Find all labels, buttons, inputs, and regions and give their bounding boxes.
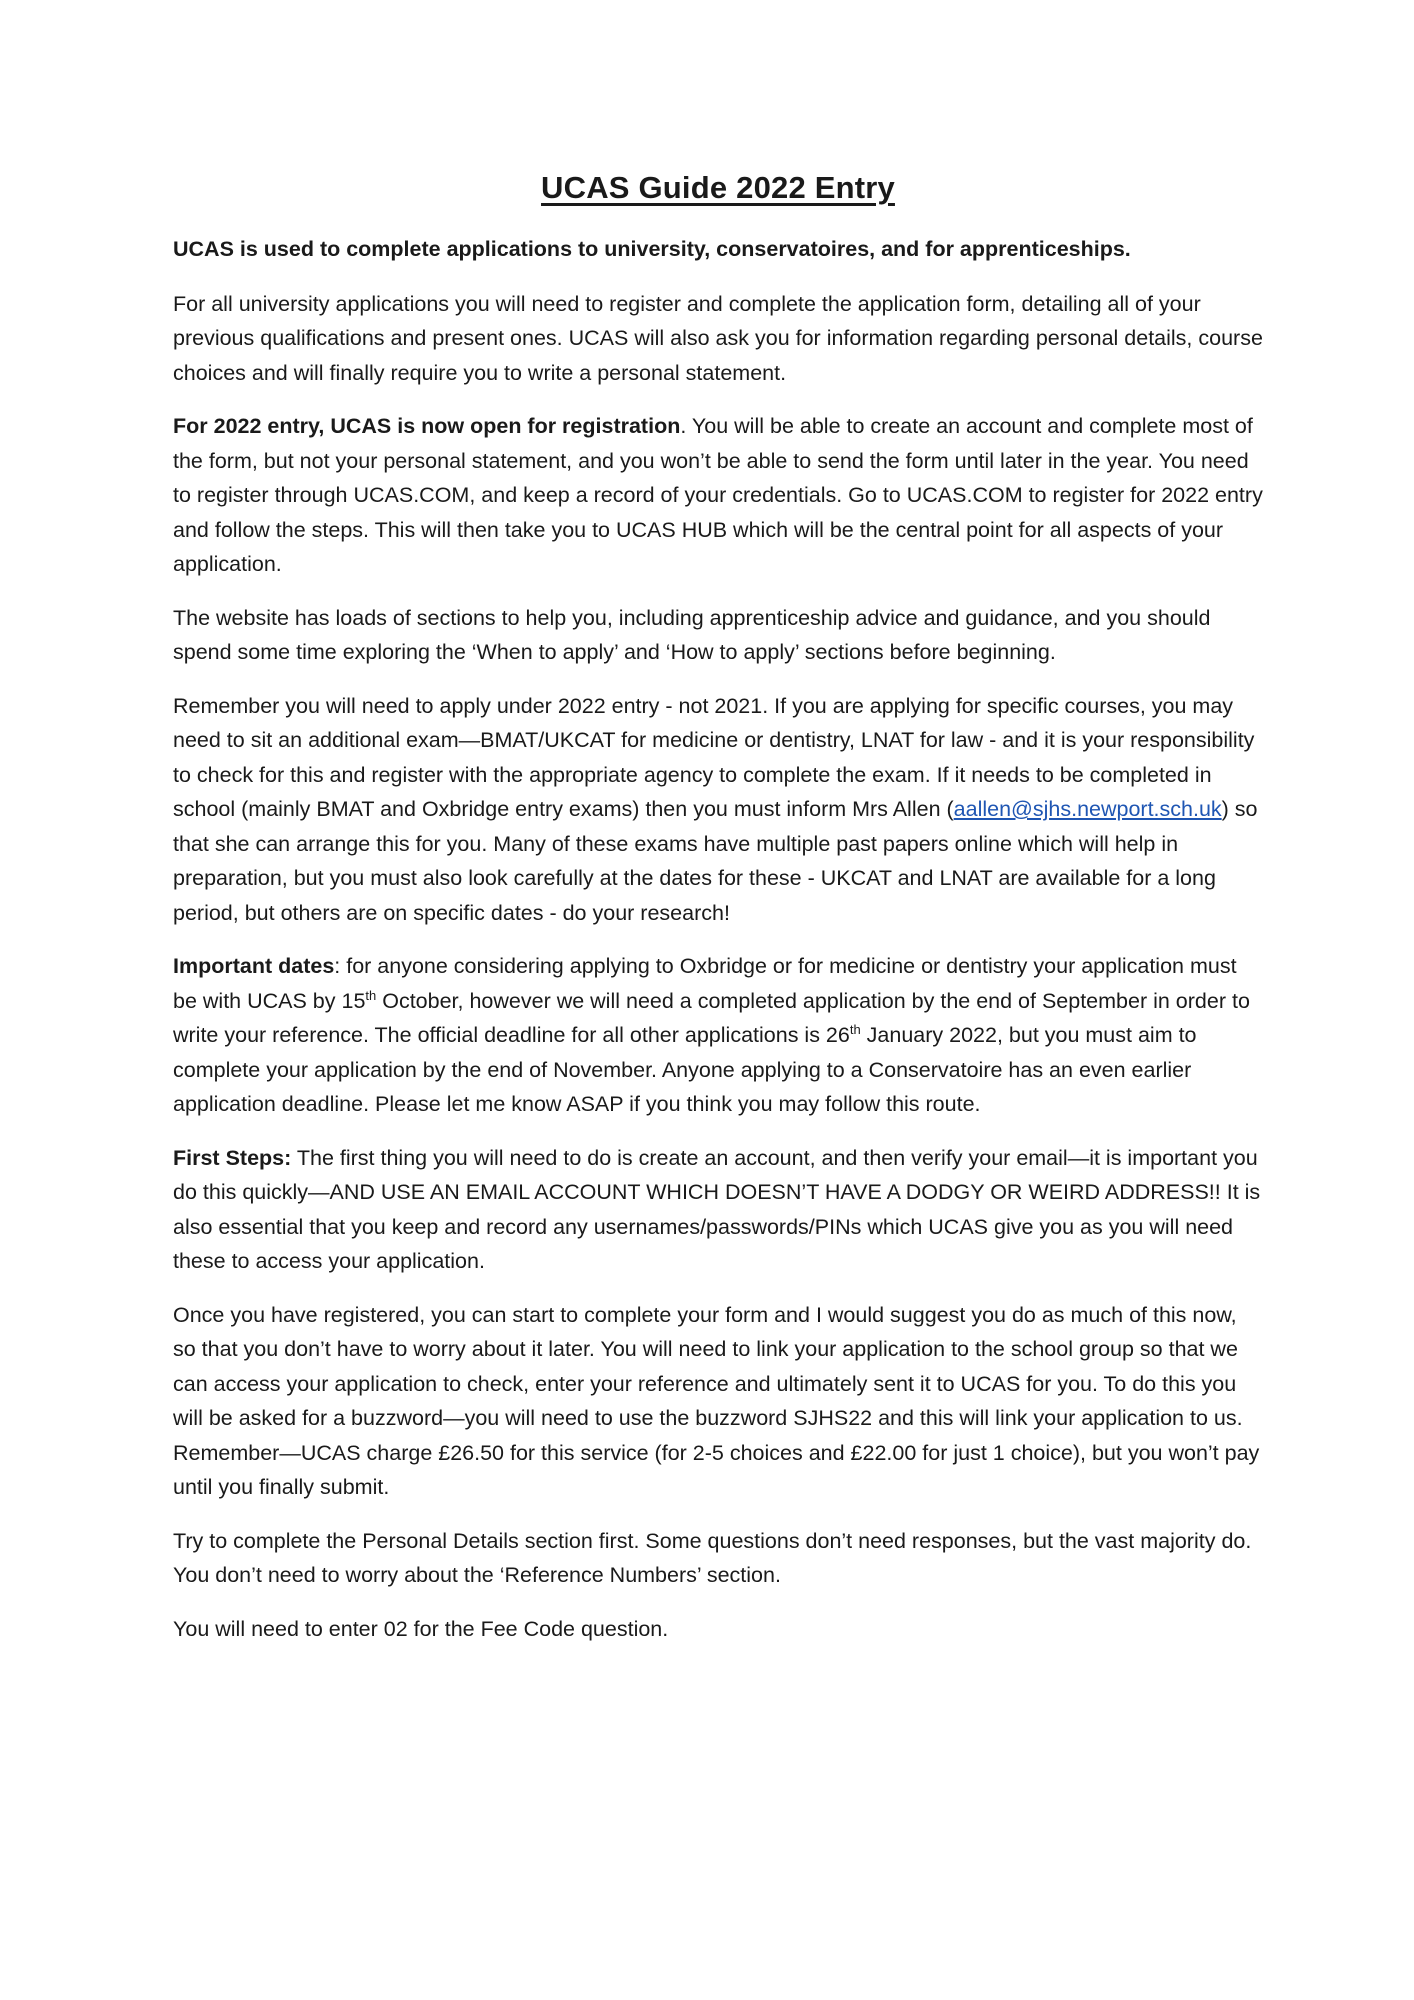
intro-paragraph: UCAS is used to complete applications to university, conservatoires, and for apprenticeships.	[173, 237, 1131, 261]
paragraph-2022-entry	[173, 409, 1263, 582]
paragraph-after-registration: Once you have registered, you can start to complete your form and I would suggest you do as much of this now, so that you don’t have to worry about it later. You will need to link your application to the school group so that we can access your application to check, enter your reference and ultimately sent it to UCAS for you. To do this you will be asked for a buzzword—you will need to use the buzzword SJHS22 and this will link your application to us. Remember—UCAS charge £26.50 for this service (for 2-5 choices and £22.00 for just 1 choice), but you won’t pay until you finally submit.	[173, 1302, 1260, 1499]
paragraph-personal-details: Try to complete the Personal Details section first. Some questions don’t need responses, but the vast majority do. You don’t need to worry about the ‘Reference Numbers’ section.	[173, 1528, 1252, 1587]
ordinal-suffix: th	[849, 1022, 861, 1037]
email-link[interactable]: aallen@sjhs.newport.sch.uk	[953, 797, 1222, 821]
paragraph-registration-info: For all university applications you will need to register and complete the application form, detailing all of your previous qualifications and present ones. UCAS will also ask you for information regarding personal details, course choices and will finally require you to write a personal statement.	[173, 291, 1263, 385]
paragraph-website-sections: The website has loads of sections to help you, including apprenticeship advice and guidance, and you should spend some time exploring the ‘When to apply’ and ‘How to apply’ sections before beginning.	[173, 605, 1211, 664]
paragraph-additional-exams	[173, 689, 1263, 931]
paragraph-text: January 2022, but you must aim to complete your application by the end of November. Anyone applying to a Conservatoire has an even earlier application deadline. Please let me know ASAP if you think you may follow this route.	[173, 1023, 1197, 1116]
paragraph-fee-code: You will need to enter 02 for the Fee Code question.	[173, 1616, 669, 1641]
paragraph-text: The first thing you will need to do is create an account, and then verify your email—it is important you do this quickly—AND USE AN EMAIL ACCOUNT WHICH DOESN’T HAVE A DODGY OR WEIRD ADDRESS!! It is also essential that you keep and record any usernames/passwords/PINs which UCAS give you as you will need these to access your application.	[173, 1145, 1261, 1273]
paragraph-text: . You will be able to create an account and complete most of the form, but not your personal statement, and you won’t be able to send the form until later in the year. You need to register through UCAS.COM, and keep a record of your credentials. Go to UCAS.COM to register for 2022 entry and follow the steps. This will then take you to UCAS HUB which will be the central point for all aspects of your application.	[173, 414, 1263, 576]
paragraph-text: Remember you will need to apply under 2022 entry - not 2021. If you are applying for specific courses, you may need to sit an additional exam—BMAT/UKCAT for medicine or dentistry, LNAT for law - and it is your responsibility to check for this and register with the appropriate agency to complete the exam. If it needs to be completed in school (mainly BMAT and Oxbridge entry exams) then you must inform Mrs Allen (	[173, 693, 1255, 821]
paragraph-first-steps	[173, 1141, 1263, 1279]
paragraph-text: : for anyone considering applying to Oxbridge or for medicine or dentistry your application must be with UCAS by 15	[173, 954, 1237, 1013]
bold-lead-first-steps: First Steps:	[173, 1145, 292, 1170]
page-title: UCAS Guide 2022 Entry	[541, 170, 895, 205]
bold-lead-important-dates: Important dates	[173, 954, 335, 978]
paragraph-text: ) so that she can arrange this for you. Many of these exams have multiple past papers online which will help in preparation, but you must also look carefully at the dates for these - UKCAT and LNAT are available for a long period, but others are on specific dates - do your research!	[173, 797, 1258, 925]
ordinal-suffix: th	[365, 987, 377, 1003]
paragraph-text: October, however we will need a completed application by the end of September in order to write your reference. The official deadline for all other applications is 26	[173, 988, 1250, 1047]
paragraph-important-dates	[173, 949, 1263, 1122]
document-page	[173, 170, 1263, 1665]
bold-lead-2022-entry: For 2022 entry, UCAS is now open for registration	[173, 414, 681, 438]
